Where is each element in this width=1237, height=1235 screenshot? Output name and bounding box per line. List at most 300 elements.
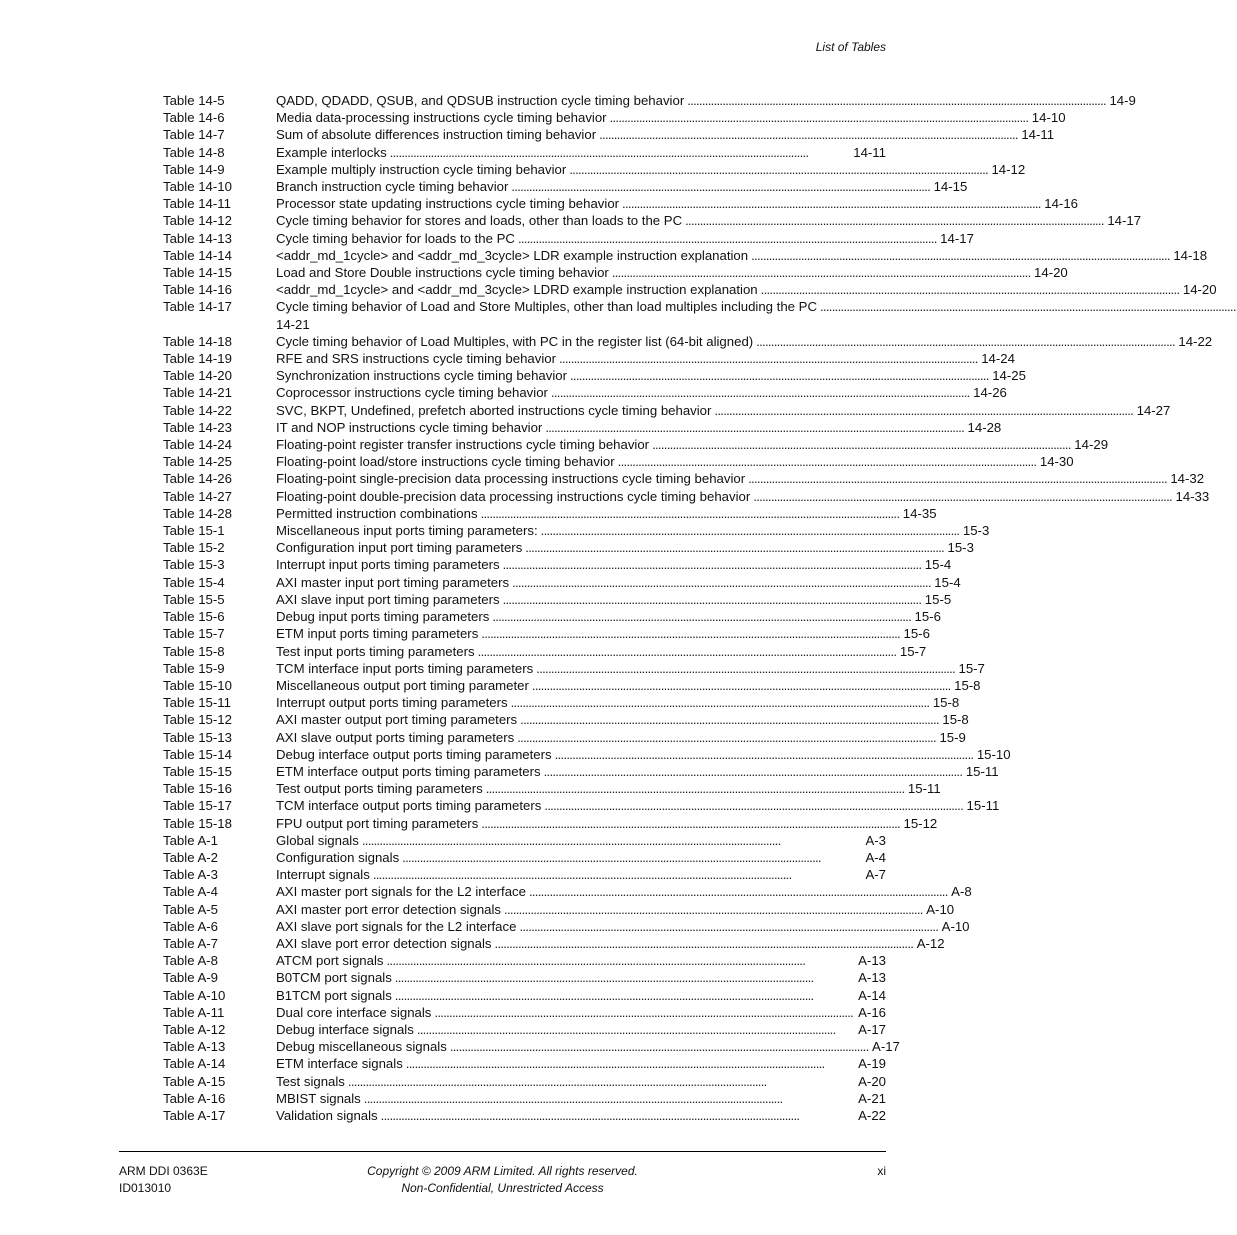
toc-entry[interactable] [163, 350, 1015, 367]
dot-leader [481, 815, 898, 832]
toc-entry[interactable] [163, 574, 961, 591]
table-title: TCM interface output ports timing parameters [276, 798, 542, 814]
table-title: AXI slave output ports timing parameters [276, 729, 515, 745]
toc-entry[interactable] [163, 281, 1217, 298]
dot-leader [761, 281, 1178, 298]
table-title: <addr_md_1cycle> and <addr_md_3cycle> LDR example instruction explanation [276, 247, 749, 263]
table-number: Table 14-23 [163, 419, 232, 435]
dot-leader [544, 797, 961, 814]
page-reference: 14-20 [1034, 265, 1068, 281]
running-header: List of Tables [815, 40, 886, 54]
toc-entry[interactable] [163, 470, 1205, 487]
dot-leader [406, 1055, 853, 1072]
table-number: Table 15-8 [163, 643, 225, 659]
table-number: Table 14-25 [163, 454, 232, 470]
toc-entry[interactable] [163, 780, 941, 797]
table-title: <addr_md_1cycle> and <addr_md_3cycle> LDRD example instruction explanation [276, 282, 758, 298]
page-reference: A-10 [941, 918, 970, 934]
page-reference: 15-9 [939, 729, 966, 745]
table-number: Table A-16 [163, 1090, 226, 1106]
dot-leader [381, 1107, 853, 1124]
table-title: AXI slave port error detection signals [276, 935, 492, 951]
dot-leader [544, 763, 961, 780]
page-reference: 14-21 [276, 316, 310, 332]
toc-entry[interactable] [163, 556, 952, 573]
toc-entry[interactable] [163, 711, 969, 728]
toc-entry[interactable] [163, 694, 960, 711]
dot-leader [504, 901, 921, 918]
dot-leader [685, 212, 1102, 229]
dot-leader [417, 1021, 853, 1038]
toc-entry[interactable] [163, 212, 1142, 229]
table-number: Table 15-6 [163, 609, 225, 625]
dot-leader [492, 608, 909, 625]
toc-entry[interactable] [163, 849, 886, 866]
table-number: Table 15-14 [163, 746, 232, 762]
table-title: SVC, BKPT, Undefined, prefetch aborted instructions cycle timing behavior [276, 402, 712, 418]
dot-leader [517, 729, 934, 746]
table-title: Interrupt output ports timing parameters [276, 695, 508, 711]
dot-leader [390, 144, 849, 161]
dot-leader [503, 591, 920, 608]
dot-leader [748, 470, 1165, 487]
dot-leader [518, 230, 935, 247]
toc-entry[interactable] [163, 419, 1002, 436]
table-title: FPU output port timing parameters [276, 815, 479, 831]
toc-entry[interactable] [163, 384, 1007, 401]
table-number: Table A-7 [163, 935, 218, 951]
page-reference: 15-5 [924, 591, 952, 607]
page-reference: A-14 [858, 987, 886, 1003]
table-title: Miscellaneous output port timing parameter [276, 677, 529, 693]
table-number: Table A-15 [163, 1073, 226, 1089]
page-reference: 14-30 [1039, 454, 1074, 470]
table-title: Media data-processing instructions cycle timing behavior [276, 110, 607, 126]
table-title: Configuration input port timing parameters [276, 540, 523, 556]
toc-entry[interactable] [163, 333, 1213, 350]
dot-leader [599, 126, 1016, 143]
dot-leader [622, 195, 1039, 212]
table-number: Table A-1 [163, 832, 218, 848]
table-title: Debug interface signals [276, 1021, 414, 1037]
table-number: Table A-17 [163, 1107, 226, 1123]
toc-entry[interactable] [163, 883, 972, 900]
page-reference: 14-24 [981, 351, 1015, 367]
table-number: Table A-6 [163, 918, 218, 934]
table-number: Table A-10 [163, 987, 226, 1003]
page-reference: 15-6 [903, 626, 930, 642]
table-number: Table A-13 [163, 1039, 226, 1055]
table-title: AXI master output port timing parameters [276, 712, 518, 728]
table-title: AXI slave input port timing parameters [276, 591, 500, 607]
page-reference: A-17 [858, 1021, 886, 1037]
table-title: Dual core interface signals [276, 1004, 432, 1020]
table-title: Debug interface output ports timing parameters [276, 746, 552, 762]
page-reference: 15-11 [966, 798, 1000, 814]
table-number: Table A-12 [163, 1021, 226, 1037]
table-number: Table 14-9 [163, 161, 225, 177]
toc-entry[interactable] [163, 505, 937, 522]
table-title: Synchronization instructions cycle timing behavior [276, 368, 567, 384]
table-number: Table 14-15 [163, 265, 232, 281]
toc-entry[interactable] [163, 677, 981, 694]
page-reference: 15-11 [965, 763, 999, 779]
toc-entry[interactable] [163, 367, 1026, 384]
table-number: Table 15-4 [163, 574, 225, 590]
dot-leader [386, 952, 853, 969]
page-reference: 15-3 [947, 540, 974, 556]
table-title: AXI slave port signals for the L2 interface [276, 918, 517, 934]
page-reference: 14-28 [967, 419, 1002, 435]
dot-leader [612, 264, 1029, 281]
page-reference: 15-7 [899, 643, 927, 659]
table-number: Table A-9 [163, 970, 218, 986]
table-title: Floating-point register transfer instructions cycle timing behavior [276, 437, 650, 453]
dot-leader [395, 969, 853, 986]
table-number: Table 14-26 [163, 471, 232, 487]
page-reference: A-10 [926, 901, 955, 917]
dot-leader [348, 1073, 853, 1090]
table-title: Permitted instruction combinations [276, 505, 478, 521]
page-reference: 14-15 [933, 179, 968, 195]
toc-entry[interactable] [163, 763, 999, 780]
dot-leader [570, 367, 987, 384]
table-title: ETM interface output ports timing parameters [276, 763, 541, 779]
table-number: Table A-2 [163, 849, 218, 865]
toc-entry[interactable] [163, 126, 1055, 143]
dot-leader [364, 1090, 853, 1107]
toc-entry[interactable] [163, 1107, 886, 1124]
table-title: Branch instruction cycle timing behavior [276, 179, 509, 195]
dot-leader [751, 247, 1168, 264]
table-title: ETM interface signals [276, 1056, 403, 1072]
table-title: Global signals [276, 832, 359, 848]
page-reference: 14-10 [1031, 110, 1066, 126]
page-reference: 15-8 [942, 712, 969, 728]
table-number: Table 14-28 [163, 505, 232, 521]
toc-entry[interactable] [163, 746, 1011, 763]
page-reference: 15-8 [932, 695, 960, 711]
dot-leader [478, 643, 895, 660]
toc-entry[interactable] [163, 1055, 886, 1072]
toc-entry[interactable] [163, 230, 974, 247]
table-number: Table 14-6 [163, 110, 225, 126]
list-of-tables [163, 92, 1217, 1124]
table-number: Table 15-1 [163, 523, 225, 539]
table-number: Table 15-12 [163, 712, 232, 728]
table-title: AXI master input port timing parameters [276, 574, 510, 590]
table-number: Table 15-16 [163, 781, 232, 797]
toc-entry[interactable] [163, 195, 1078, 212]
table-title: Debug input ports timing parameters [276, 609, 490, 625]
table-number: Table A-4 [163, 884, 218, 900]
dot-leader [545, 419, 962, 436]
toc-entry[interactable] [163, 539, 974, 556]
page-reference: A-13 [858, 970, 886, 986]
page-reference: A-17 [872, 1039, 900, 1055]
dot-leader [402, 849, 860, 866]
toc-entry[interactable] [163, 161, 1026, 178]
dot-leader [525, 539, 942, 556]
table-title: Floating-point single-precision data processing instructions cycle timing behavior [276, 471, 746, 487]
table-title: Test signals [276, 1073, 345, 1089]
page-reference: 14-9 [1109, 93, 1136, 108]
table-number: Table 14-11 [163, 196, 231, 212]
toc-entry[interactable] [163, 488, 1210, 505]
toc-entry[interactable] [163, 952, 886, 969]
table-title: Debug miscellaneous signals [276, 1039, 447, 1055]
dot-leader [559, 350, 976, 367]
table-number: Table 14-18 [163, 333, 232, 349]
page-reference: 14-11 [853, 144, 886, 160]
table-number: Table 14-10 [163, 179, 232, 195]
page-number: xi [877, 1164, 886, 1178]
page-reference: 15-4 [924, 557, 952, 573]
toc-entry[interactable] [163, 815, 938, 832]
page-reference: 14-12 [991, 161, 1026, 177]
page-reference: 15-6 [914, 609, 941, 625]
dot-leader [610, 109, 1027, 126]
table-number: Table 14-8 [163, 144, 225, 160]
table-number: Table 15-18 [163, 815, 232, 831]
page-reference: 14-18 [1173, 247, 1208, 263]
table-number: Table 15-10 [163, 677, 232, 693]
copyright-notice: Copyright © 2009 ARM Limited. All rights reserved. [367, 1164, 638, 1178]
table-number: Table 14-24 [163, 437, 232, 453]
table-title: Test output ports timing parameters [276, 781, 483, 797]
footer-rule [119, 1151, 886, 1152]
table-number: Table 15-7 [163, 626, 225, 642]
page-reference: A-16 [858, 1004, 886, 1020]
toc-entry[interactable] [163, 660, 985, 677]
toc-entry[interactable] [163, 969, 886, 986]
table-title: Sum of absolute differences instruction timing behavior [276, 127, 597, 143]
table-number: Table 14-16 [163, 282, 232, 298]
page-reference: 14-20 [1182, 282, 1217, 298]
table-title: Cycle timing behavior for loads to the PC [276, 230, 515, 246]
page-reference: 14-26 [973, 385, 1007, 401]
table-title: Cycle timing behavior of Load and Store Multiples, other than load multiples including the PC [276, 299, 817, 315]
table-title: Configuration signals [276, 849, 400, 865]
table-title: Cycle timing behavior for stores and loads, other than loads to the PC [276, 213, 683, 229]
table-number: Table 14-12 [163, 213, 232, 229]
table-number: Table A-14 [163, 1056, 226, 1072]
table-number: Table 14-7 [163, 127, 225, 143]
dot-leader [536, 660, 953, 677]
page-reference: A-21 [858, 1090, 886, 1106]
toc-entry[interactable] [163, 591, 952, 608]
table-number: Table 15-17 [163, 798, 232, 814]
page-reference: 14-33 [1175, 488, 1210, 504]
dot-leader [529, 883, 946, 900]
dot-leader [481, 505, 898, 522]
doc-id: ARM DDI 0363E [119, 1164, 208, 1178]
toc-entry[interactable] [163, 1038, 900, 1055]
table-number: Table 14-21 [163, 385, 232, 401]
page-reference: 15-3 [962, 523, 990, 539]
table-title: Interrupt signals [276, 867, 370, 883]
page-reference: A-19 [858, 1056, 886, 1072]
table-title: B0TCM port signals [276, 970, 392, 986]
toc-entry[interactable] [163, 1021, 886, 1038]
toc-entry[interactable] [163, 1073, 886, 1090]
table-title: MBIST signals [276, 1090, 361, 1106]
page-reference: 14-11 [1021, 127, 1055, 143]
table-number: Table 14-20 [163, 368, 232, 384]
dot-leader [511, 178, 928, 195]
dot-leader [520, 711, 937, 728]
page-reference: 14-35 [902, 505, 937, 521]
toc-entry[interactable] [163, 918, 970, 935]
toc-entry[interactable] [163, 178, 968, 195]
page-reference: 14-29 [1074, 437, 1109, 453]
dot-leader [652, 436, 1069, 453]
table-title: Load and Store Double instructions cycle timing behavior [276, 265, 609, 281]
table-title: Floating-point load/store instructions cycle timing behavior [276, 454, 615, 470]
table-number: Table 15-5 [163, 591, 225, 607]
table-title: AXI master port error detection signals [276, 901, 502, 917]
table-number: Table 15-9 [163, 660, 225, 676]
dot-leader [373, 866, 861, 883]
table-number: Table A-5 [163, 901, 218, 917]
dot-leader [820, 298, 1237, 315]
toc-entry[interactable] [163, 264, 1068, 281]
toc-entry[interactable] [163, 935, 945, 952]
page-reference: 14-16 [1044, 196, 1078, 212]
dot-leader [495, 935, 912, 952]
table-title: IT and NOP instructions cycle timing behavior [276, 419, 543, 435]
toc-entry[interactable] [163, 109, 1066, 126]
dot-leader [511, 694, 928, 711]
table-title: ETM input ports timing parameters [276, 626, 479, 642]
dot-leader [541, 522, 958, 539]
table-title: Miscellaneous input ports timing parameters: [276, 523, 538, 539]
toc-entry[interactable] [163, 522, 990, 539]
table-title: Cycle timing behavior of Load Multiples, with PC in the register list (64-bit aligned) [276, 333, 754, 349]
dot-leader [434, 1004, 853, 1021]
toc-entry[interactable] [163, 298, 886, 332]
toc-entry[interactable] [163, 608, 941, 625]
dot-leader [753, 488, 1170, 505]
table-title: B1TCM port signals [276, 987, 392, 1003]
table-title: TCM interface input ports timing parameters [276, 660, 534, 676]
dot-leader [569, 161, 986, 178]
table-title: Coprocessor instructions cycle timing behavior [276, 385, 548, 401]
page-reference: A-4 [865, 849, 886, 865]
table-title: Validation signals [276, 1107, 378, 1123]
page-reference: 15-8 [954, 677, 981, 693]
toc-entry[interactable] [163, 144, 886, 161]
page-reference: 14-25 [992, 368, 1026, 384]
page-reference: A-12 [916, 935, 945, 951]
table-title: Example interlocks [276, 144, 387, 160]
table-title: AXI master port signals for the L2 interface [276, 884, 526, 900]
dot-leader [481, 625, 898, 642]
page-reference: 14-27 [1136, 402, 1171, 418]
page-reference: 15-12 [903, 815, 938, 831]
table-number: Table 15-13 [163, 729, 232, 745]
table-number: Table 14-17 [163, 299, 232, 315]
table-number: Table 15-3 [163, 557, 225, 573]
page-reference: A-13 [858, 953, 886, 969]
dot-leader [512, 574, 929, 591]
page-reference: A-22 [858, 1107, 886, 1123]
page-reference: 14-32 [1170, 471, 1205, 487]
toc-entry[interactable] [163, 797, 1000, 814]
table-title: RFE and SRS instructions cycle timing behavior [276, 351, 556, 367]
toc-entry[interactable] [163, 729, 966, 746]
dot-leader [551, 384, 968, 401]
toc-entry[interactable] [163, 436, 1109, 453]
toc-entry[interactable] [163, 402, 1171, 419]
table-number: Table 14-13 [163, 230, 232, 246]
page-reference: 14-22 [1178, 333, 1213, 349]
dot-leader [450, 1038, 867, 1055]
toc-entry[interactable] [163, 247, 1208, 264]
table-number: Table A-3 [163, 867, 218, 883]
toc-entry[interactable] [163, 92, 1136, 109]
confidentiality-notice: Non-Confidential, Unrestricted Access [401, 1181, 604, 1195]
page-reference: 15-4 [934, 574, 961, 590]
toc-entry[interactable] [163, 453, 1074, 470]
table-number: Table 14-19 [163, 351, 232, 367]
table-title: Interrupt input ports timing parameters [276, 557, 500, 573]
dot-leader [486, 780, 903, 797]
table-title: Test input ports timing parameters [276, 643, 475, 659]
dot-leader [395, 987, 853, 1004]
page-reference: A-7 [865, 867, 886, 883]
dot-leader [756, 333, 1173, 350]
page-reference: 14-17 [1107, 213, 1142, 229]
toc-entry[interactable] [163, 987, 886, 1004]
page-reference: A-20 [858, 1073, 886, 1089]
page-reference: A-8 [951, 884, 972, 900]
dot-leader [503, 556, 920, 573]
table-title: QADD, QDADD, QSUB, and QDSUB instruction cycle timing behavior [276, 93, 685, 108]
page-reference: 14-17 [940, 230, 974, 246]
page-reference: A-3 [865, 832, 886, 848]
dot-leader [555, 746, 972, 763]
table-number: Table 15-11 [163, 695, 231, 711]
toc-entry[interactable] [163, 1090, 886, 1107]
dot-leader [532, 677, 949, 694]
table-number: Table A-8 [163, 953, 218, 969]
table-number: Table 15-2 [163, 540, 225, 556]
table-title: Floating-point double-precision data processing instructions cycle timing behavior [276, 488, 751, 504]
toc-entry[interactable] [163, 901, 955, 918]
dot-leader [714, 402, 1131, 419]
table-title: Processor state updating instructions cycle timing behavior [276, 196, 620, 212]
page-reference: 15-11 [907, 781, 941, 797]
toc-entry[interactable] [163, 866, 886, 883]
dot-leader [362, 832, 861, 849]
table-number: Table 14-14 [163, 247, 232, 263]
page-reference: 15-10 [976, 746, 1011, 762]
page-reference: 15-7 [958, 660, 985, 676]
table-number: Table 15-15 [163, 763, 232, 779]
dot-leader [519, 918, 936, 935]
table-number: Table 14-5 [163, 93, 225, 108]
dot-leader [687, 92, 1104, 109]
table-number: Table A-11 [163, 1004, 225, 1020]
issue-id: ID013010 [119, 1181, 172, 1195]
toc-entry[interactable] [163, 832, 886, 849]
table-number: Table 14-27 [163, 488, 232, 504]
toc-entry[interactable] [163, 1004, 886, 1021]
toc-entry[interactable] [163, 643, 927, 660]
toc-entry[interactable] [163, 625, 930, 642]
dot-leader [618, 453, 1035, 470]
